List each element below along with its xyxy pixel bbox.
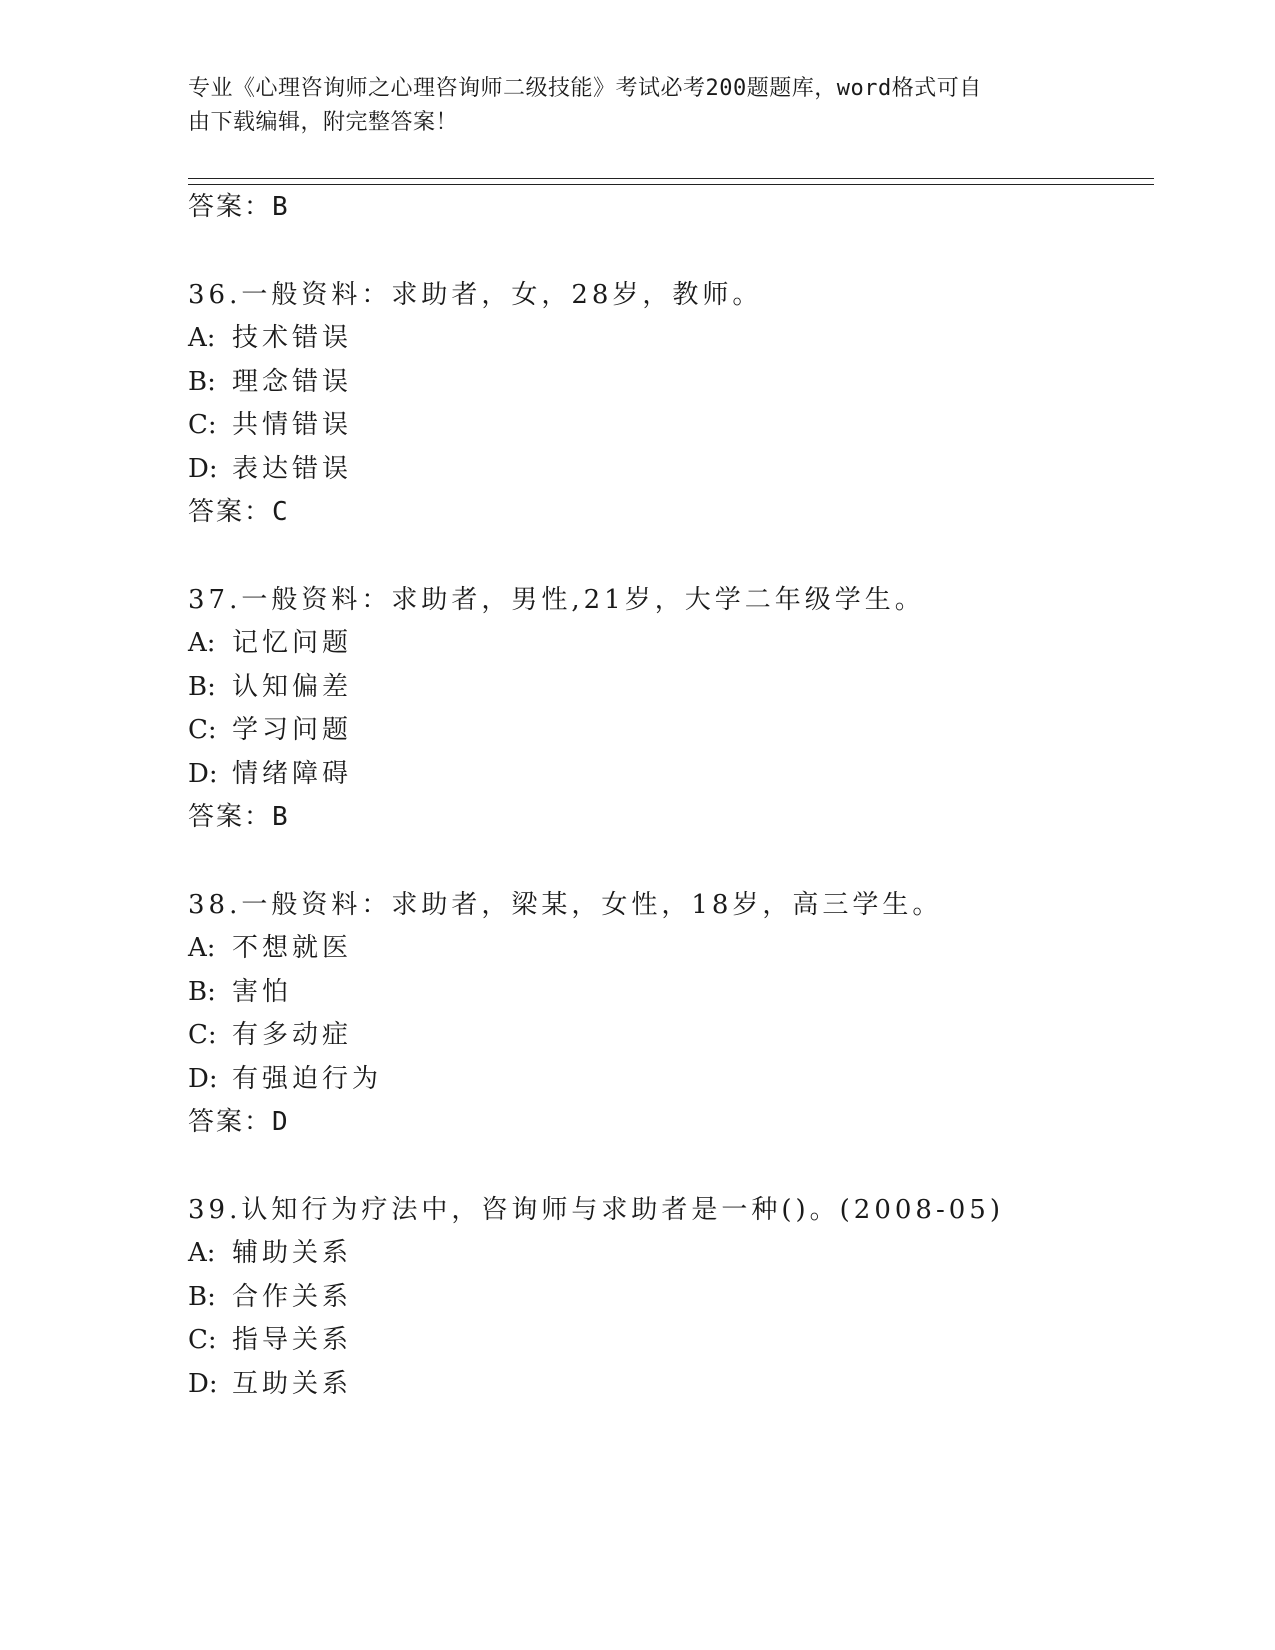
option-a [188, 927, 352, 964]
option-letter: D: [188, 1064, 218, 1094]
question-stem: 37.一般资料：求助者，男性,21岁，大学二年级学生。 [188, 585, 925, 615]
option-letter: D: [188, 759, 218, 789]
previous-answer: 答案：B [188, 192, 290, 222]
option-text: 情绪障碍 [232, 759, 353, 789]
question-stem: 38.一般资料：求助者，梁某，女性，18岁，高三学生。 [188, 890, 943, 920]
answer-line: 答案：D [188, 1107, 290, 1137]
option-c [188, 1319, 352, 1356]
header-line-2: 由下载编辑，附完整答案！ [188, 110, 459, 135]
option-letter: C: [188, 1325, 217, 1355]
option-letter: A: [188, 1238, 216, 1268]
option-d [188, 448, 352, 485]
question-stem: 36.一般资料：求助者，女，28岁，教师。 [188, 280, 763, 310]
option-letter: C: [188, 1020, 217, 1050]
option-letter: A: [188, 933, 216, 963]
option-text: 共情错误 [232, 410, 353, 440]
option-b [188, 361, 352, 398]
option-text: 害怕 [232, 977, 293, 1007]
answer-line: 答案：C [188, 497, 290, 527]
answer-line: 答案：B [188, 802, 290, 832]
option-text: 不想就医 [232, 933, 353, 963]
option-text: 表达错误 [232, 454, 353, 484]
option-text: 认知偏差 [232, 672, 353, 702]
option-b [188, 666, 352, 703]
option-d [188, 753, 352, 790]
option-a [188, 317, 352, 354]
option-text: 技术错误 [232, 323, 353, 353]
option-letter: A: [188, 628, 216, 658]
option-letter: C: [188, 410, 217, 440]
option-text: 有强迫行为 [232, 1064, 383, 1094]
option-letter: D: [188, 1369, 218, 1399]
option-letter: D: [188, 454, 218, 484]
option-c [188, 709, 352, 746]
option-text: 指导关系 [232, 1325, 353, 1355]
option-b [188, 971, 292, 1008]
option-letter: B: [188, 672, 216, 702]
header-divider-top [188, 178, 1154, 179]
option-letter: C: [188, 715, 217, 745]
option-b [188, 1276, 352, 1313]
option-text: 记忆问题 [232, 628, 353, 658]
option-text: 理念错误 [232, 367, 353, 397]
option-text: 有多动症 [232, 1020, 353, 1050]
option-text: 合作关系 [232, 1282, 353, 1312]
option-c [188, 1014, 352, 1051]
option-text: 互助关系 [232, 1369, 353, 1399]
option-text: 辅助关系 [232, 1238, 353, 1268]
option-a [188, 1232, 352, 1269]
option-letter: B: [188, 367, 216, 397]
option-letter: A: [188, 323, 216, 353]
option-a [188, 622, 352, 659]
header-divider-bottom [188, 184, 1154, 185]
header-line-1: 专业《心理咨询师之心理咨询师二级技能》考试必考200题题库，word格式可自 [188, 76, 982, 101]
question-stem: 39.认知行为疗法中，咨询师与求助者是一种()。(2008-05) [188, 1195, 1004, 1225]
option-letter: B: [188, 977, 216, 1007]
document-header [188, 72, 1088, 140]
option-letter: B: [188, 1282, 216, 1312]
option-d [188, 1058, 382, 1095]
option-c [188, 404, 352, 441]
option-d [188, 1363, 352, 1400]
option-text: 学习问题 [232, 715, 353, 745]
